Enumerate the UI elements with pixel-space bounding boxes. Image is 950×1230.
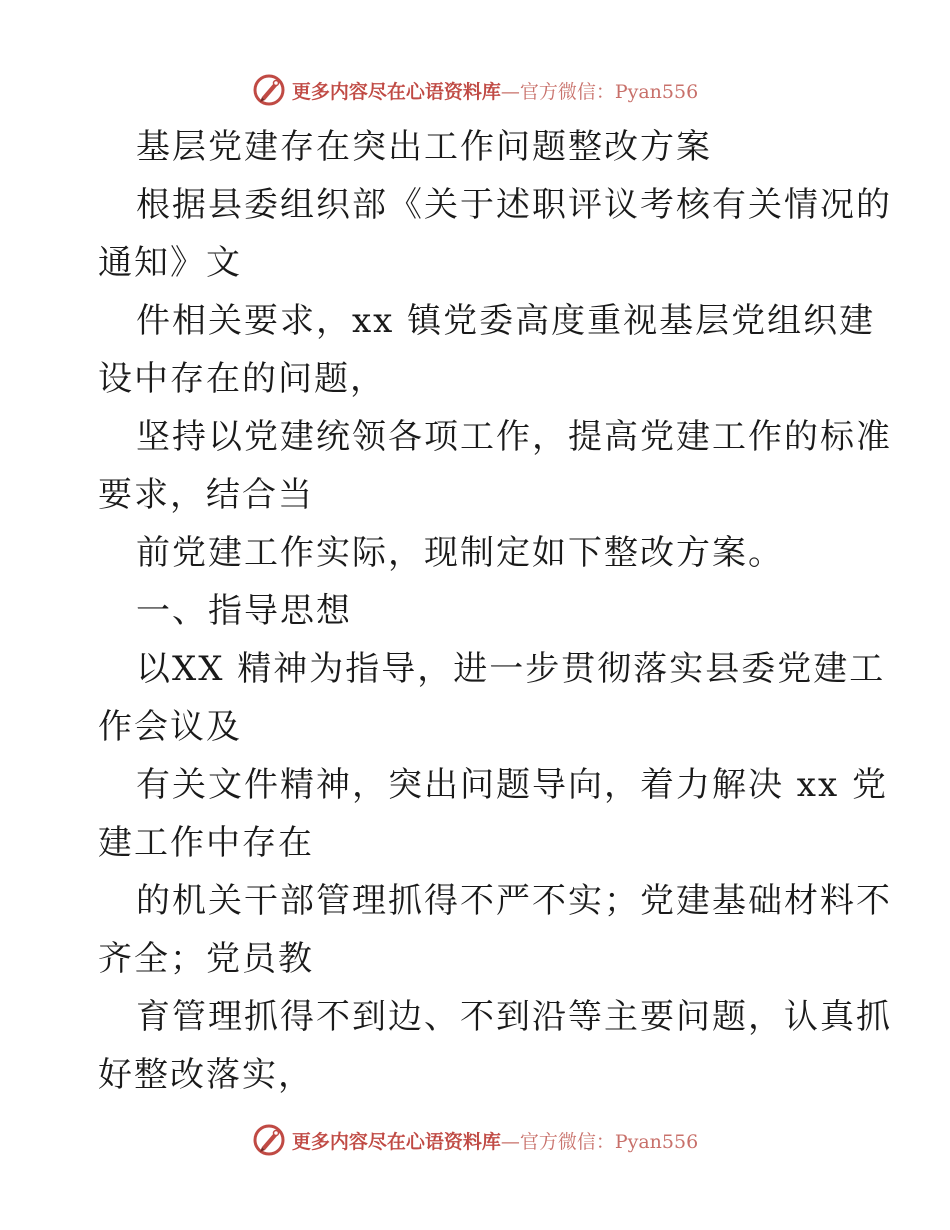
- watermark-brand: 更多内容尽在心语资料库: [291, 80, 501, 103]
- document-line: 好整改落实，: [98, 1055, 314, 1095]
- watermark-text: [292, 77, 698, 104]
- document-body: [98, 118, 892, 1104]
- document-line: 建工作中存在: [98, 823, 314, 863]
- document-line: 通知》文: [98, 243, 242, 283]
- document-line: 以XX 精神为指导，进一步贯彻落实县委党建工: [136, 649, 886, 689]
- footer-watermark-banner: [0, 1120, 950, 1160]
- document-line: 一、指导思想: [136, 591, 352, 631]
- watermark-contact: —官方微信：Pyan556: [500, 1130, 699, 1153]
- document-line: 设中存在的问题，: [98, 359, 386, 399]
- document-line: 作会议及: [98, 707, 242, 747]
- pen-logo-icon: [252, 1123, 286, 1157]
- document-line: 育管理抓得不到边、不到沿等主要问题，认真抓: [136, 997, 892, 1037]
- watermark-text: [292, 1127, 698, 1154]
- document-line: 根据县委组织部《关于述职评议考核有关情况的: [136, 185, 892, 225]
- document-line: 件相关要求，xx 镇党委高度重视基层党组织建: [136, 301, 876, 341]
- watermark-brand: 更多内容尽在心语资料库: [291, 1130, 501, 1153]
- document-line: 基层党建存在突出工作问题整改方案: [136, 127, 712, 167]
- watermark-contact: —官方微信：Pyan556: [500, 80, 699, 103]
- document-line: 要求，结合当: [98, 475, 314, 515]
- document-line: 有关文件精神，突出问题导向，着力解决 xx 党: [136, 765, 888, 805]
- document-line: 前党建工作实际，现制定如下整改方案。: [136, 533, 784, 573]
- document-line: 齐全；党员教: [98, 939, 314, 979]
- pen-logo-icon: [252, 73, 286, 107]
- document-line: 坚持以党建统领各项工作，提高党建工作的标准: [136, 417, 892, 457]
- header-watermark-banner: [0, 70, 950, 110]
- document-line: 的机关干部管理抓得不严不实；党建基础材料不: [136, 881, 892, 921]
